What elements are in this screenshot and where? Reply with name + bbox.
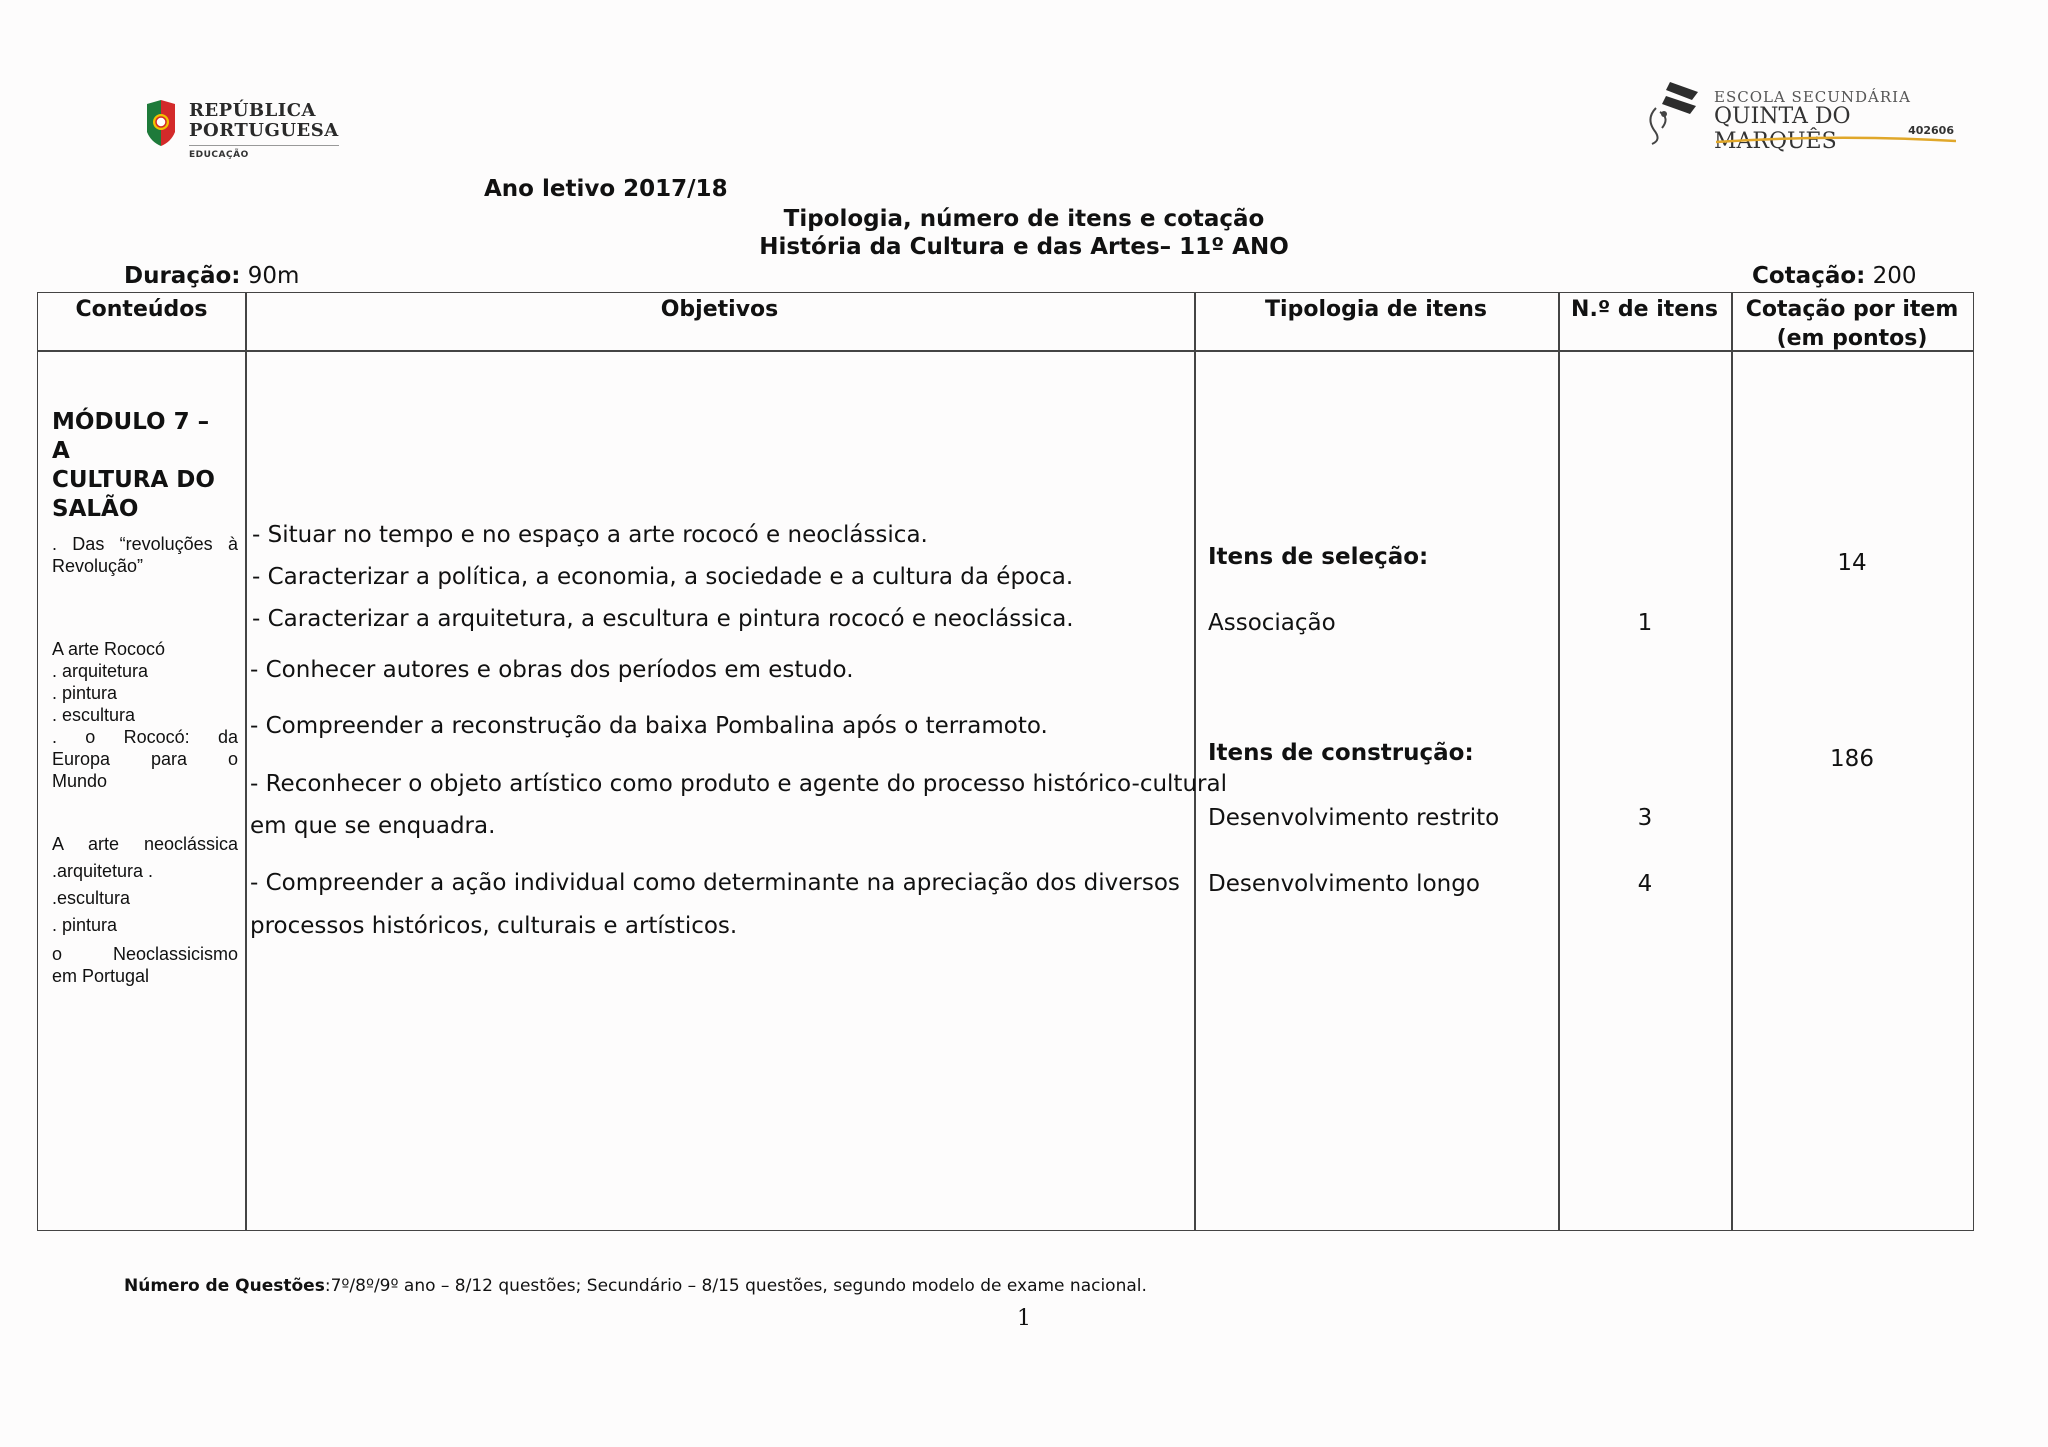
duration-label: Duração: bbox=[124, 263, 241, 289]
header-objetivos: Objetivos bbox=[660, 297, 779, 322]
topic-line: . Das “revoluções à bbox=[52, 534, 238, 554]
logo-school-line1: ESCOLA SECUNDÁRIA bbox=[1714, 88, 1911, 106]
topic-line: A arte Rococó bbox=[52, 639, 166, 659]
objective-item: - Compreender a ação individual como determinante na apreciação dos diversos bbox=[250, 870, 1180, 896]
topic-line: . o Rococó: da bbox=[52, 727, 238, 747]
header-tipologia: Tipologia de itens bbox=[1265, 297, 1487, 322]
score-selection: 14 bbox=[1837, 550, 1867, 576]
total-score bbox=[1752, 263, 1917, 289]
objective-item: - Compreender a reconstrução da baixa Pombalina após o terramoto. bbox=[250, 713, 1048, 739]
header-cotacao-line1: Cotação por item bbox=[1745, 297, 1959, 322]
school-year-title: Ano letivo 2017/18 bbox=[484, 176, 728, 202]
construction-items-title: Itens de construção: bbox=[1208, 740, 1474, 766]
revolucoes-topic bbox=[52, 533, 238, 577]
objective-item: - Conhecer autores e obras dos períodos em estudo. bbox=[250, 657, 854, 683]
objective-item: - Situar no tempo e no espaço a arte rococó e neoclássica. bbox=[252, 522, 928, 548]
republica-portuguesa-logo bbox=[143, 98, 343, 164]
objective-item: - Reconhecer o objeto artístico como produto e agente do processo histórico-cultural bbox=[250, 771, 1227, 797]
topic-line: . pintura bbox=[52, 683, 118, 703]
logo-text-line2: PORTUGUESA bbox=[189, 120, 339, 141]
topic-line: . arquitetura bbox=[52, 661, 149, 681]
objective-item: processos históricos, culturais e artísticos. bbox=[250, 913, 738, 939]
total-score-label: Cotação: bbox=[1752, 263, 1866, 289]
header-cotacao bbox=[1731, 295, 1973, 353]
n-items-long: 4 bbox=[1637, 871, 1653, 897]
item-type-long: Desenvolvimento longo bbox=[1208, 871, 1480, 897]
footer-text: :7º/8º/9º ano – 8/12 questões; Secundário – 8/15 questões, segundo modelo de exame nacional. bbox=[324, 1276, 1147, 1296]
footer-note bbox=[124, 1276, 1147, 1296]
neoclassica-topics bbox=[52, 831, 238, 987]
assessment-table bbox=[37, 292, 1974, 1231]
subject-title: História da Cultura e das Artes– 11º ANO bbox=[759, 234, 1289, 260]
topic-line: Europa para o bbox=[52, 749, 238, 769]
typology-title: Tipologia, número de itens e cotação bbox=[783, 206, 1265, 232]
rococo-topics bbox=[52, 638, 238, 792]
logo-divider bbox=[189, 145, 339, 146]
item-type-restricted: Desenvolvimento restrito bbox=[1208, 805, 1500, 831]
objective-item: em que se enquadra. bbox=[250, 813, 496, 839]
escola-quinta-do-marques-logo bbox=[1640, 78, 1960, 154]
header-n-itens: N.º de itens bbox=[1571, 297, 1718, 322]
n-items-restricted: 3 bbox=[1637, 805, 1653, 831]
topic-line: . pintura bbox=[52, 915, 118, 935]
topic-line: .escultura bbox=[52, 888, 131, 908]
header-cotacao-line2: (em pontos) bbox=[1776, 326, 1928, 351]
module-title-line: SALÃO bbox=[52, 496, 139, 522]
logo-text-line1: REPÚBLICA bbox=[189, 100, 316, 121]
column-divider bbox=[245, 293, 247, 1230]
score-construction: 186 bbox=[1830, 746, 1874, 772]
topic-line: Revolução” bbox=[52, 556, 144, 576]
objective-item: - Caracterizar a política, a economia, a sociedade e a cultura da época. bbox=[252, 564, 1074, 590]
column-divider bbox=[1194, 293, 1196, 1230]
total-score-value: 200 bbox=[1865, 263, 1917, 289]
header-divider bbox=[38, 350, 1973, 352]
column-divider bbox=[1558, 293, 1560, 1230]
logo-school-code: 402606 bbox=[1908, 124, 1954, 137]
module-title bbox=[52, 408, 232, 524]
portugal-emblem-icon bbox=[143, 98, 179, 148]
selection-items-title: Itens de seleção: bbox=[1208, 544, 1429, 570]
topic-line: A arte neoclássica bbox=[52, 834, 238, 854]
objective-item: - Caracterizar a arquitetura, a escultura e pintura rococó e neoclássica. bbox=[252, 606, 1074, 632]
module-title-line: MÓDULO 7 – A bbox=[52, 409, 210, 464]
topic-line: . escultura bbox=[52, 705, 136, 725]
topic-line: o Neoclassicismo bbox=[52, 944, 238, 964]
logo-subtitle: EDUCAÇÃO bbox=[189, 150, 249, 160]
topic-line: em Portugal bbox=[52, 966, 150, 986]
footer-label: Número de Questões bbox=[124, 1276, 325, 1296]
topic-line: Mundo bbox=[52, 771, 108, 791]
duration bbox=[124, 263, 299, 289]
n-items-association: 1 bbox=[1637, 610, 1653, 636]
item-type-association: Associação bbox=[1208, 610, 1336, 636]
topic-line: .arquitetura . bbox=[52, 861, 154, 881]
logo-swoosh-icon bbox=[1716, 136, 1956, 144]
header-conteudos: Conteúdos bbox=[75, 297, 208, 322]
logo-school-line2: QUINTA DO MARQUÊS bbox=[1714, 104, 1851, 154]
module-title-line: CULTURA DO bbox=[52, 467, 215, 493]
page-number: 1 bbox=[1017, 1306, 1031, 1331]
school-emblem-icon bbox=[1640, 78, 1710, 146]
duration-value: 90m bbox=[240, 263, 300, 289]
